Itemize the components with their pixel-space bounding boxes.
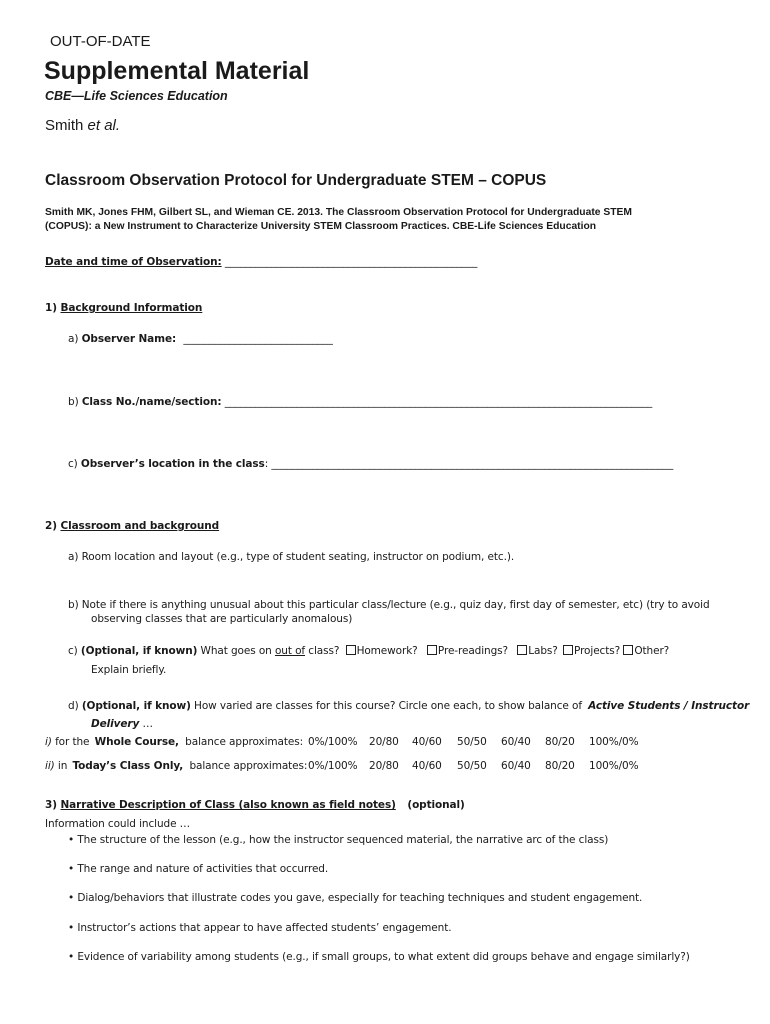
citation-line-1: Smith MK, Jones FHM, Gilbert SL, and Wieman CE. 2013. The Classroom Observation Protocol for Undergraduate STEM — [45, 207, 632, 218]
section-2-heading — [45, 520, 219, 532]
balance-option[interactable]: 100%/0% — [589, 760, 639, 772]
author-etal: et al. — [87, 117, 121, 134]
option-labs[interactable] — [517, 645, 558, 657]
balance-row-for: in — [57, 760, 68, 772]
variation-prefix: d) — [68, 700, 79, 712]
observer-location-row — [68, 458, 673, 470]
list-item-text: The structure of the lesson (e.g., how the instructor sequenced material, the narrative arc of the class) — [77, 834, 609, 846]
date-time-label: Date and time of Observation: — [45, 256, 222, 268]
list-item — [68, 863, 328, 875]
balance-option[interactable]: 40/60 — [412, 736, 442, 748]
out-of-class-optional: (Optional, if known) — [80, 645, 198, 657]
unusual-note-line-2: observing classes that are particularly anomalous) — [91, 613, 353, 625]
variation-ellipsis: … — [142, 718, 153, 730]
balance-option[interactable]: 80/20 — [545, 760, 575, 772]
observer-location-prefix: c) — [68, 458, 78, 470]
out-of-class-question-pre: What goes on — [200, 645, 272, 657]
variation-emphasis-1: Active Students / Instructor — [588, 700, 750, 712]
section-2-number: 2) — [45, 520, 57, 532]
section-1-number: 1) — [45, 302, 57, 314]
balance-option[interactable]: 60/40 — [501, 736, 531, 748]
variation-text: How varied are classes for this course? Circle one each, to show balance of — [194, 700, 582, 712]
list-item — [68, 892, 642, 904]
section-3-optional: (optional) — [407, 799, 465, 811]
bullet-icon: • — [68, 951, 75, 963]
balance-option[interactable]: 50/50 — [457, 760, 487, 772]
option-pre-readings[interactable] — [427, 645, 508, 657]
list-item-text: Evidence of variability among students (e.g., if small groups, to what extent did groups behave and engage similarly?) — [77, 951, 690, 963]
balance-option[interactable]: 50/50 — [457, 736, 487, 748]
section-3-title: Narrative Description of Class (also known as field notes) — [60, 799, 396, 811]
bullet-icon: • — [68, 863, 75, 875]
section-1-heading — [45, 302, 202, 314]
option-homework[interactable] — [346, 645, 418, 657]
observer-name-label: Observer Name: — [81, 333, 177, 345]
balance-row-whole-course — [45, 736, 725, 752]
checkbox-icon[interactable] — [517, 645, 527, 655]
list-item-text: Dialog/behaviors that illustrate codes you gave, especially for teaching techniques and student engagement. — [77, 892, 643, 904]
list-item — [68, 951, 690, 963]
variation-question-line-2 — [91, 718, 153, 730]
out-of-class-row — [68, 645, 669, 657]
out-of-class-question-post: class? — [308, 645, 340, 657]
option-homework-label: Homework? — [356, 645, 418, 657]
class-section-blank[interactable]: ___________________________________________________________________________________ — [224, 396, 653, 408]
section-2-title: Classroom and background — [60, 520, 220, 532]
balance-option[interactable]: 0%/100% — [308, 760, 358, 772]
section-3-heading — [45, 799, 465, 811]
date-time-row — [45, 256, 477, 268]
list-item — [68, 922, 451, 934]
balance-row-label — [45, 760, 307, 772]
observer-name-prefix: a) — [68, 333, 79, 345]
list-item-text: Instructor’s actions that appear to have affected students’ engagement. — [77, 922, 452, 934]
balance-row-for: for the — [55, 736, 90, 748]
author-line — [45, 117, 120, 134]
page-title: Supplemental Material — [44, 57, 310, 85]
variation-emphasis-2: Delivery — [91, 718, 140, 730]
balance-row-approx: balance approximates: — [189, 760, 308, 772]
class-section-prefix: b) — [68, 396, 79, 408]
class-section-label: Class No./name/section: — [81, 396, 222, 408]
option-labs-label: Labs? — [528, 645, 558, 657]
balance-option[interactable]: 20/80 — [369, 736, 399, 748]
observer-name-blank[interactable]: _____________________________ — [183, 333, 333, 345]
explain-briefly: Explain briefly. — [91, 664, 167, 676]
date-time-blank[interactable]: _________________________________________________ — [224, 256, 478, 268]
observer-location-colon: : — [264, 458, 269, 470]
citation-line-2: (COPUS): a New Instrument to Characterize University STEM Classroom Practices. CBE-Life Sciences Education — [45, 221, 597, 232]
observer-name-row — [68, 333, 333, 345]
balance-option[interactable]: 80/20 — [545, 736, 575, 748]
variation-optional: (Optional, if know) — [81, 700, 191, 712]
out-of-class-prefix: c) — [68, 645, 78, 657]
balance-row-approx: balance approximates: — [185, 736, 304, 748]
balance-row-roman: ii) — [45, 760, 55, 772]
class-section-row — [68, 396, 652, 408]
out-of-date-label: OUT-OF-DATE — [50, 33, 151, 50]
list-item — [68, 834, 608, 846]
balance-option[interactable]: 0%/100% — [308, 736, 358, 748]
checkbox-icon[interactable] — [563, 645, 573, 655]
list-item-text: The range and nature of activities that occurred. — [77, 863, 329, 875]
option-projects[interactable] — [563, 645, 620, 657]
balance-row-label — [45, 736, 303, 748]
balance-row-today — [45, 760, 725, 776]
section-3-number: 3) — [45, 799, 57, 811]
balance-option[interactable]: 40/60 — [412, 760, 442, 772]
checkbox-icon[interactable] — [346, 645, 356, 655]
balance-row-roman: i) — [45, 736, 52, 748]
option-projects-label: Projects? — [574, 645, 621, 657]
section-3-intro: Information could include … — [45, 818, 191, 830]
balance-row-scope: Whole Course, — [94, 736, 179, 748]
variation-question-line-1 — [68, 700, 749, 712]
balance-row-scope: Today’s Class Only, — [72, 760, 184, 772]
option-pre-readings-label: Pre-readings? — [437, 645, 509, 657]
observer-location-blank[interactable]: ______________________________________________________________________________ — [271, 458, 674, 470]
protocol-title: Classroom Observation Protocol for Undergraduate STEM – COPUS — [45, 172, 547, 189]
bullet-icon: • — [68, 922, 75, 934]
checkbox-icon[interactable] — [427, 645, 437, 655]
observer-location-label: Observer’s location in the class — [80, 458, 265, 470]
option-other-label: Other? — [634, 645, 670, 657]
bullet-icon: • — [68, 892, 75, 904]
author-name: Smith — [45, 117, 84, 134]
journal-name: CBE—Life Sciences Education — [45, 89, 228, 103]
unusual-note-line-1: b) Note if there is anything unusual about this particular class/lecture (e.g., quiz day, first day of semester, etc) (try to avoid — [68, 599, 710, 611]
balance-option[interactable]: 20/80 — [369, 760, 399, 772]
balance-option[interactable]: 60/40 — [501, 760, 531, 772]
option-other[interactable] — [623, 645, 669, 657]
room-layout-text: a) Room location and layout (e.g., type of student seating, instructor on podium, etc.). — [68, 551, 515, 563]
checkbox-icon[interactable] — [623, 645, 633, 655]
balance-option[interactable]: 100%/0% — [589, 736, 639, 748]
out-of-class-question-underlined: out of — [274, 645, 306, 657]
section-1-title: Background Information — [60, 302, 203, 314]
bullet-icon: • — [68, 834, 75, 846]
